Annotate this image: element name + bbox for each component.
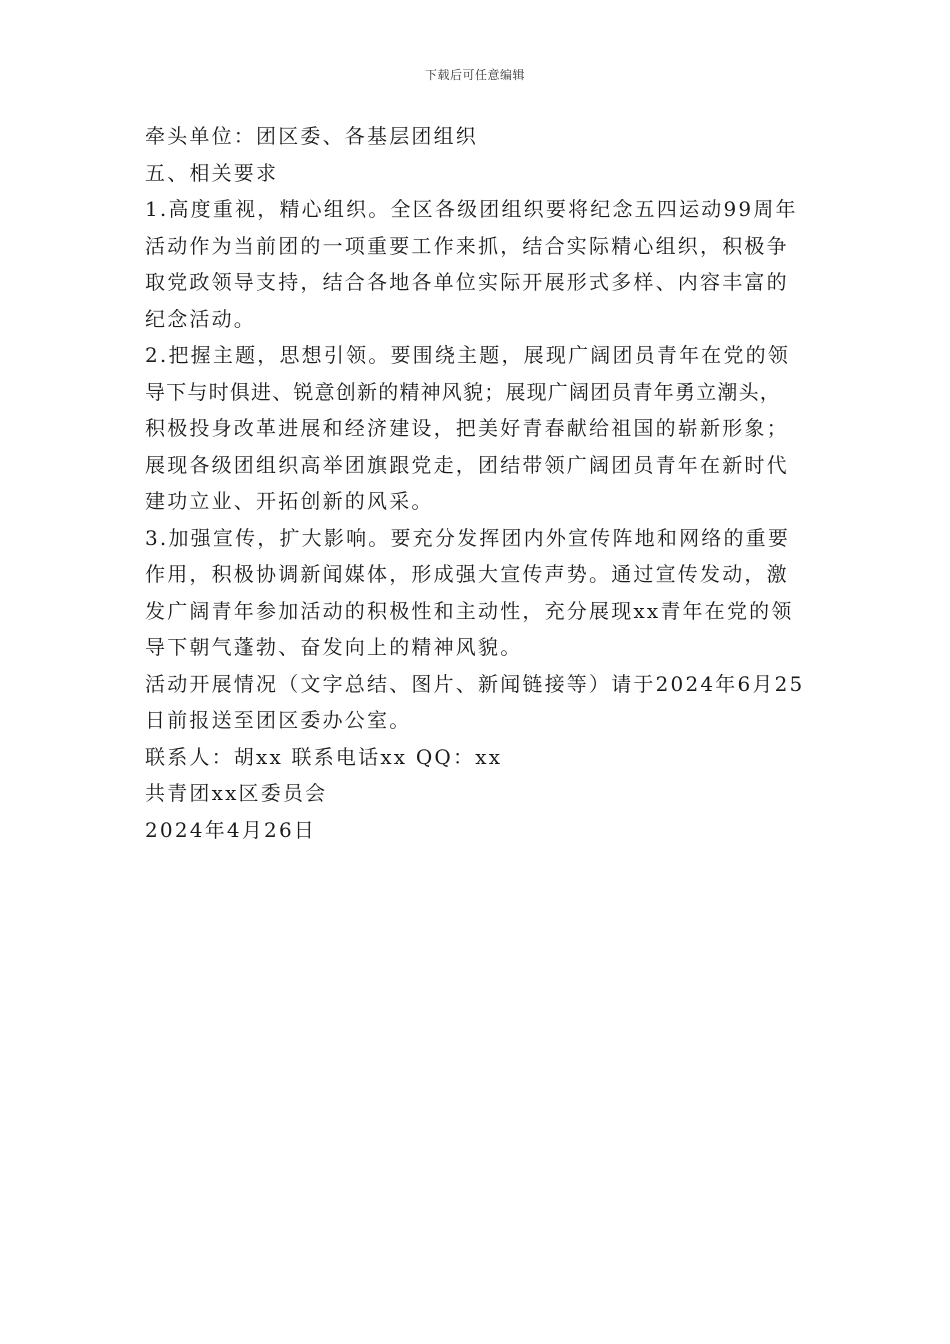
contact-line: 联系人：胡xx 联系电话xx QQ：xx	[145, 744, 503, 769]
requirement-3-line-2: 作用，积极协调新闻媒体，形成强大宣传声势。通过宣传发动，激	[145, 562, 789, 586]
document-body	[145, 118, 815, 848]
page-header: 下载后可任意编辑	[424, 68, 525, 82]
requirement-1-line-3: 取党政领导支持，结合各地各单位实际开展形式多样、内容丰富的	[145, 270, 789, 294]
requirement-2-line-5: 建功立业、开拓创新的风采。	[145, 489, 434, 513]
requirement-2-line-1: 2.把握主题，思想引领。要围绕主题，展现广阔团员青年在党的领	[145, 343, 791, 367]
section-heading-requirements: 五、相关要求	[145, 160, 279, 185]
requirement-1-line-4: 纪念活动。	[145, 306, 256, 331]
requirement-3-line-1: 3.加强宣传，扩大影响。要充分发挥团内外宣传阵地和网络的重要	[145, 525, 791, 550]
lead-unit-line: 牵头单位：团区委、各基层团组织	[145, 124, 478, 148]
requirement-2-line-3: 积极投身改革进展和经济建设，把美好青春献给祖国的崭新形象；	[145, 416, 789, 440]
issuer-line: 共青团xx区委员会	[145, 781, 328, 805]
requirement-3-line-4: 导下朝气蓬勃、奋发向上的精神风貌。	[145, 635, 523, 659]
submission-line-2: 日前报送至团区委办公室。	[145, 708, 412, 732]
requirement-3-line-3: 发广阔青年参加活动的积极性和主动性，充分展现xx青年在党的领	[145, 598, 794, 623]
requirement-1-line-2: 活动作为当前团的一项重要工作来抓，结合实际精心组织，积极争	[145, 233, 789, 258]
requirement-1-line-1: 1.高度重视，精心组织。全区各级团组织要将纪念五四运动99周年	[145, 197, 798, 221]
date-line: 2024年4月26日	[145, 817, 317, 842]
requirement-2-line-4: 展现各级团组织高举团旗跟党走，团结带领广阔团员青年在新时代	[145, 452, 789, 477]
submission-line-1: 活动开展情况（文字总结、图片、新闻链接等）请于2024年6月25	[145, 671, 805, 696]
requirement-2-line-2: 导下与时俱进、锐意创新的精神风貌；展现广阔团员青年勇立潮头，	[145, 379, 781, 404]
